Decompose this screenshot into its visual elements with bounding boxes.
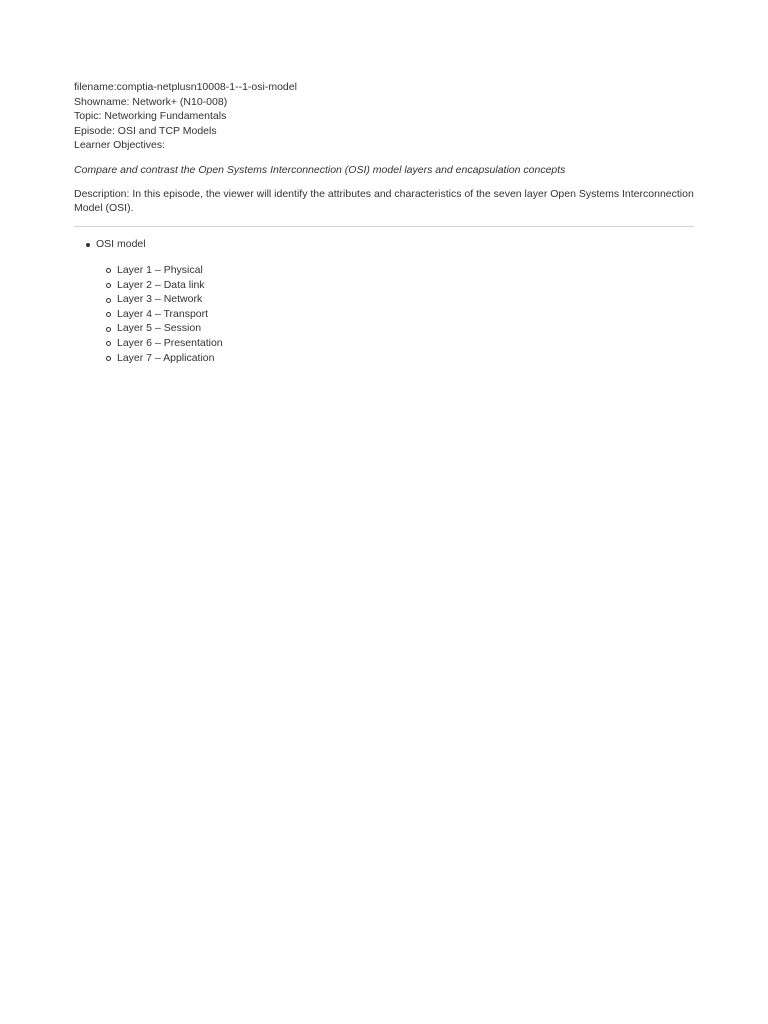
learner-objectives-label: Learner Objectives:: [74, 139, 166, 152]
list-item-layer-3: Layer 3 – Network: [117, 292, 694, 307]
filename-line: filename:comptia-netplusn10008-1--1-osi-model: [74, 81, 297, 93]
list-item-layer-5: Layer 5 – Session: [117, 321, 694, 336]
list-item-layer-1: Layer 1 – Physical: [117, 263, 694, 278]
outline-list: [74, 237, 694, 365]
learner-objective-text: Compare and contrast the Open Systems Interconnection (OSI) model layers and encapsulation concepts: [74, 163, 566, 176]
outline-item-label: OSI model: [96, 237, 146, 250]
episode-line: Episode: OSI and TCP Models: [74, 124, 217, 137]
topic-line: Topic: Networking Fundamentals: [74, 110, 227, 123]
list-item-layer-2: Layer 2 – Data link: [117, 278, 694, 293]
list-item-layer-7: Layer 7 – Application: [117, 351, 694, 366]
showname-line: Showname: Network+ (N10-008): [74, 95, 228, 108]
list-item-layer-4: Layer 4 – Transport: [117, 307, 694, 322]
section-divider: [74, 226, 694, 227]
metadata-block: [74, 80, 694, 153]
osi-layer-list: [96, 263, 694, 365]
list-item-layer-6: Layer 6 – Presentation: [117, 336, 694, 351]
episode-description: Description: In this episode, the viewer will identify the attributes and characteristics of the seven layer Open Systems Interconnection Model (OSI).: [74, 187, 694, 215]
document-content: [74, 80, 694, 365]
outline-item-osi-model: [96, 237, 694, 365]
